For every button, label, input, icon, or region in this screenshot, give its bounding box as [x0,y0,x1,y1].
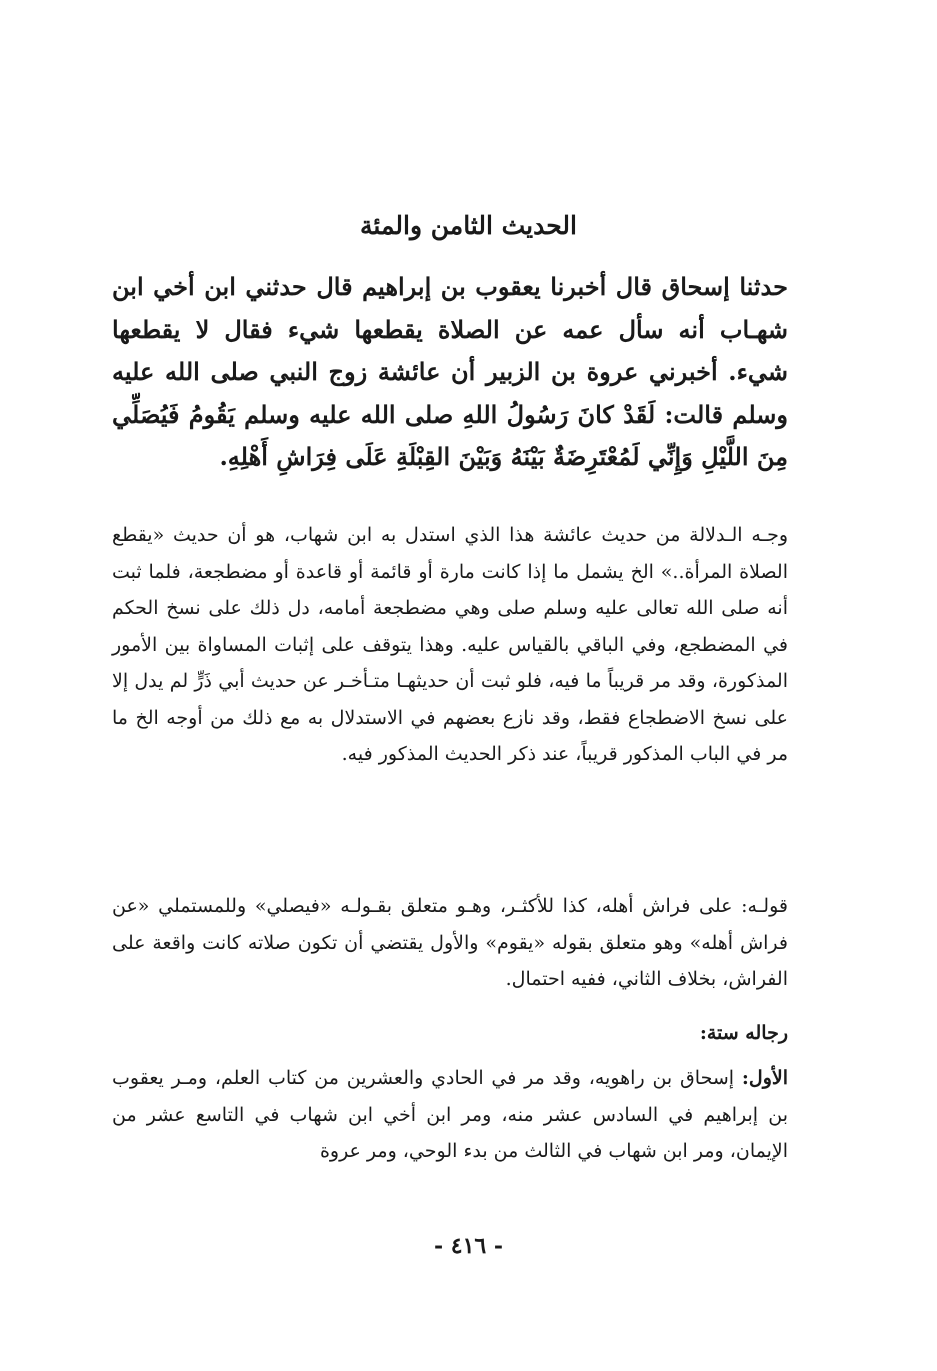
hadith-heading: الحديث الثامن والمئة [360,211,577,240]
first-narrator-label: الأول: [741,1067,788,1089]
first-narrator-body: إسحاق بن راهويه، وقد مر في الحادي والعشرين من كتاب العلم، ومـر يعقوب بن إبراهيم في السادس عشر منه، ومر ابن أخي ابن شهاب في التاسع عشر من الإيمان، ومر ابن شهاب في الثالث من بدء الوحي، ومر عروة [112,1067,788,1162]
qawluhu-paragraph [112,888,788,998]
commentary-paragraph [112,517,788,773]
narrators-title: رجاله ستة: [699,1022,788,1044]
page-number: - ٤١٦ - [433,1233,504,1259]
hadith-text: حدثنا إسحاق قال أخبرنا يعقوب بن إبراهيم قال حدثني ابن أخي ابن شهـاب أنه سأل عمه عن الصلاة يقطعها شيء فقال لا يقطعها شيء. أخبرني عروة بن الزبير أن عائشة زوج النبي صلى الله عليه وسلم قالت: لَقَدْ كانَ رَسُولُ اللهِ صلى الله عليه وسلم يَقُومُ فَيُصَلِّي مِنَ اللَّيْلِ وَإِنِّي لَمُعْتَرِضَةٌ بَيْنَهُ وَبَيْنَ القِبْلَةِ عَلَى فِرَاشِ أَهْلِهِ. [112,272,788,471]
commentary-text: وجـه الـدلالة من حديث عائشة هذا الذي استدل به ابن شهاب، هو أن حديث «يقطع الصلاة المرأة..» الخ يشمل ما إذا كانت مارة أو قائمة أو قاعدة أو مضطجعة، فلما ثبت أنه صلى الله تعالى عليه وسلم صلى وهي مضطجعة أمامه، دل ذلك على نسخ الحكم في المضطجع، وفي الباقي بالقياس عليه. وهذا يتوقف على إثبات المساواة بين الأمور المذكورة، وقد مر قريباً ما فيه، فلو ثبت أن حديثهـا متـأخـر عن حديث أبي ذَرٍّ لم يدل إلا على نسخ الاضطجاع فقط، وقد نازع بعضهم في الاستدلال به مع ذلك من أوجه الخ ما مر في الباب المذكور قريباً، عند ذكر الحديث المذكور فيه. [112,524,788,765]
first-narrator-text [112,1060,788,1170]
qawluhu-text: قولـه: على فراش أهله، كذا للأكثـر، وهـو متعلق بقـولـه «فيصلي» وللمستملي «عن فراش أهله» وهو متعلق بقوله «يقوم» والأول يقتضي أن تكون صلاته كانت واقعة على الفراش، بخلاف الثاني، ففيه احتمال. [112,895,788,990]
first-narrator-paragraph [112,1060,788,1170]
